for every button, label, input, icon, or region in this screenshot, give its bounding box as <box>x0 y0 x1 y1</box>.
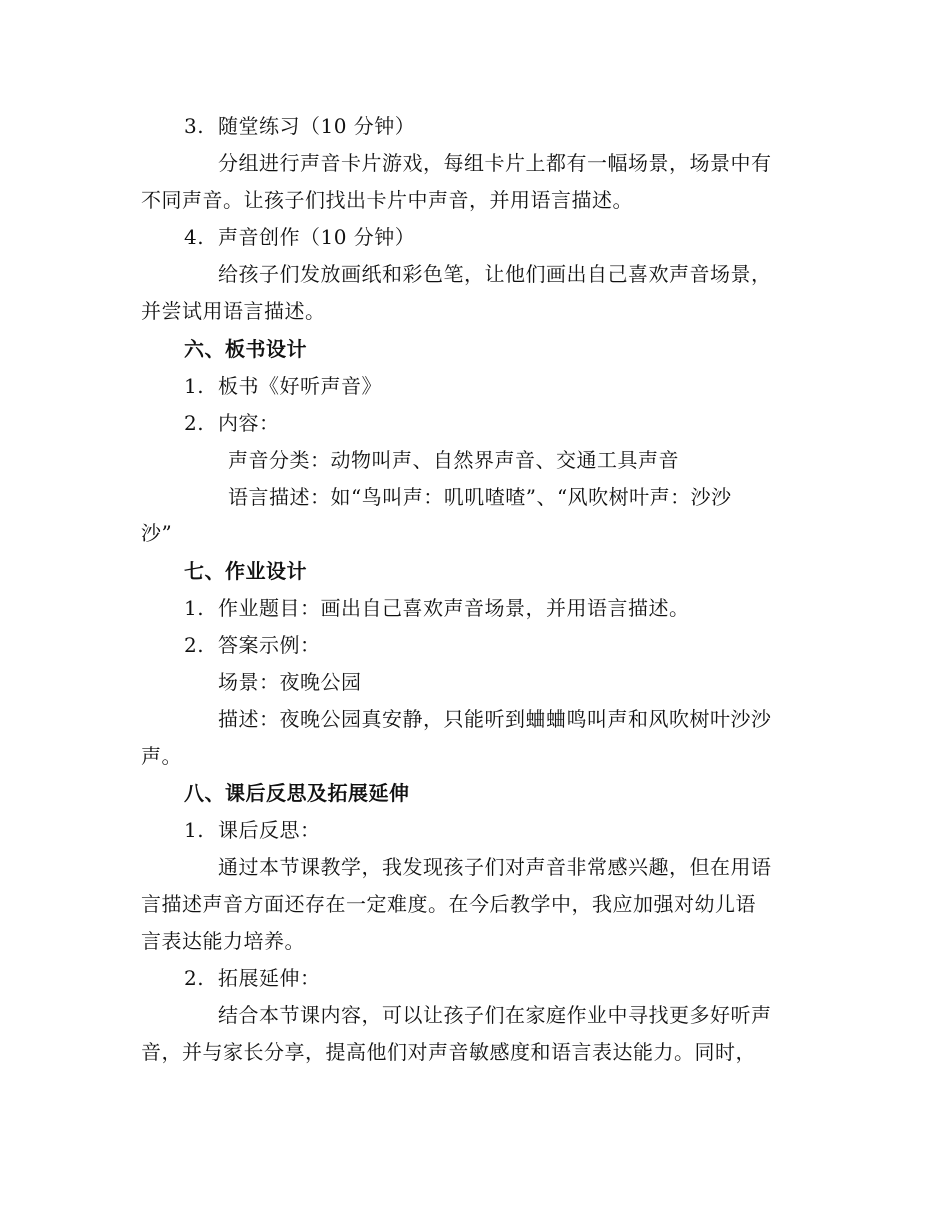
paragraph-line: 场景：夜晚公园 <box>218 670 362 694</box>
paragraph-line: 描述：夜晚公园真安静，只能听到蛐蛐鸣叫声和风吹树叶沙沙 <box>218 707 772 731</box>
section-heading: 八、课后反思及拓展延伸 <box>184 781 410 805</box>
paragraph-line: 给孩子们发放画纸和彩色笔，让他们画出自己喜欢声音场景， <box>218 262 772 286</box>
list-item-number <box>184 113 415 139</box>
paragraph-line: 言描述声音方面还存在一定难度。在今后教学中，我应加强对幼儿语 <box>141 892 756 916</box>
list-item-text: 作业题目：画出自己喜欢声音场景，并用语言描述。 <box>218 596 690 620</box>
list-item-text: 板书《好听声音》 <box>218 374 382 398</box>
paragraph-line: 音，并与家长分享，提高他们对声音敏感度和语言表达能力。同时， <box>141 1040 756 1064</box>
paragraph-line: 声音分类：动物叫声、自然界声音、交通工具声音 <box>228 448 679 472</box>
paragraph-line: 沙” <box>141 521 173 545</box>
list-item-text: 内容： <box>218 411 280 435</box>
list-item-text: 课后反思： <box>218 818 321 842</box>
paragraph-line: 并尝试用语言描述。 <box>141 299 326 323</box>
list-item-number <box>184 632 321 658</box>
list-item-number <box>184 373 382 399</box>
paragraph-line: 结合本节课内容，可以让孩子们在家庭作业中寻找更多好听声 <box>218 1003 772 1027</box>
section-heading: 七、作业设计 <box>184 559 307 583</box>
list-number: 4. <box>184 225 205 249</box>
paragraph-line: 语言描述：如“鸟叫声：叽叽喳喳”、“风吹树叶声：沙沙 <box>228 485 732 509</box>
list-number: 2. <box>184 633 205 657</box>
list-item-number <box>184 817 321 843</box>
list-number: 3. <box>184 114 205 138</box>
list-item-text: 拓展延伸： <box>218 966 321 990</box>
section-heading: 六、板书设计 <box>184 337 307 361</box>
list-item-number <box>184 595 690 621</box>
list-item-number <box>184 965 321 991</box>
paragraph-line: 不同声音。让孩子们找出卡片中声音，并用语言描述。 <box>141 188 633 212</box>
paragraph-line: 分组进行声音卡片游戏，每组卡片上都有一幅场景，场景中有 <box>218 151 772 175</box>
list-number: 2. <box>184 411 205 435</box>
paragraph-line: 通过本节课教学，我发现孩子们对声音非常感兴趣，但在用语 <box>218 855 772 879</box>
list-item-number <box>184 410 280 436</box>
list-number: 2. <box>184 966 205 990</box>
list-number: 1. <box>184 374 205 398</box>
list-item-text: 声音创作（10 分钟） <box>218 225 416 249</box>
list-number: 1. <box>184 818 205 842</box>
list-item-number <box>184 224 415 250</box>
list-item-text: 答案示例： <box>218 633 321 657</box>
paragraph-line: 言表达能力培养。 <box>141 929 305 953</box>
list-item-text: 随堂练习（10 分钟） <box>218 114 416 138</box>
list-number: 1. <box>184 596 205 620</box>
paragraph-line: 声。 <box>141 744 182 768</box>
